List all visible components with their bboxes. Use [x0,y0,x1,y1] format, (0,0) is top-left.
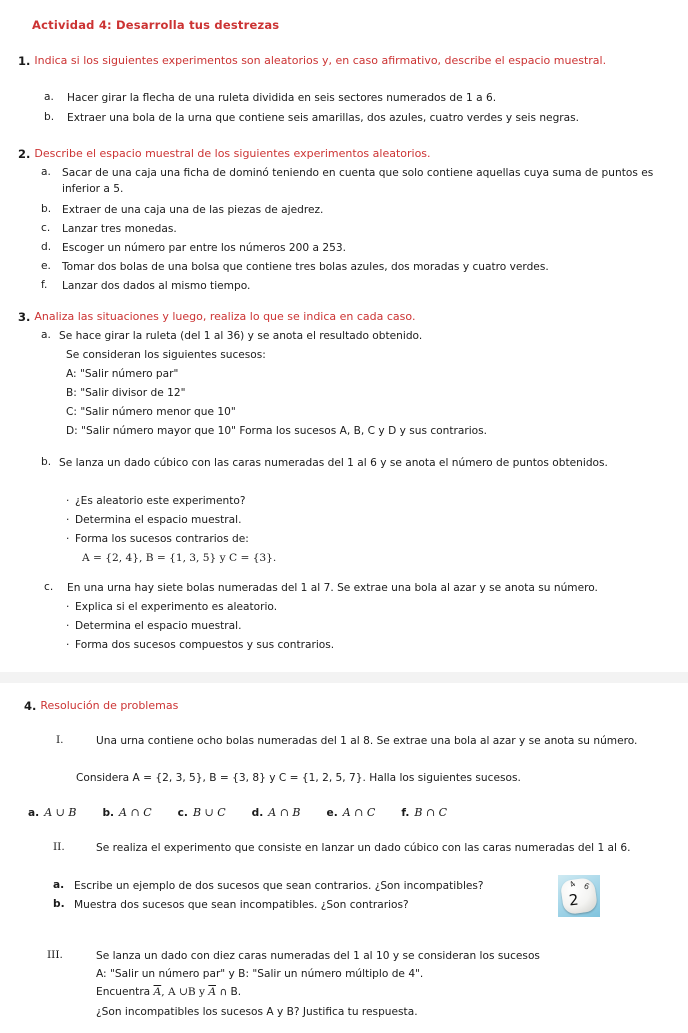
item-letter: a. [41,329,51,341]
section-3-item-b-sets: A = {2, 4}, B = {1, 3, 5} y C = {3}. [82,552,277,564]
problem-numeral-2: II. [53,841,65,853]
operation-label: b. [102,807,115,819]
section-2-item-b: Extraer de una caja una de las piezas de ajedrez. [62,204,324,216]
item-letter: b. [41,203,52,215]
item-letter: b. [44,111,55,123]
problem-1-operations-row [28,806,628,819]
section-3-item-c-bullet: · Determina el espacio muestral. [75,619,655,635]
section-3-item-c-text: En una urna hay siete bolas numeradas del 1 al 7. Se extrae una bola al azar y se anota su número. [67,582,598,594]
section-3-prompt-row [18,309,643,325]
operation-label: e. [326,807,338,819]
set-operation-e [327,806,376,819]
section-3-item-c-bullet: · Explica si el experimento es aleatorio. [75,600,655,616]
item-letter: f. [41,279,48,291]
operation-label: d. [251,807,264,819]
operation-label: c. [177,807,188,819]
section-2-number: 2. [18,147,31,161]
item-letter: a. [41,166,51,178]
problem-3-line-2: A: "Salir un número par" y B: "Salir un número múltiplo de 4". [96,968,424,980]
section-1-prompt: Indica si los siguientes experimentos son aleatorios y, en caso afirmativo, describe el espacio muestral. [34,54,607,67]
a-complement-1: $\overline{A}$ [153,986,162,998]
section-4-number: 4. [24,699,37,713]
dice-face-value: 2 [568,890,580,910]
problem-2-item-a: Escribe un ejemplo de dos sucesos que sean contrarios. ¿Son incompatibles? [74,880,484,892]
page-title: Actividad 4: Desarrolla tus destrezas [32,18,280,32]
section-3-item-c-bullet: · Forma dos sucesos compuestos y sus contrarios. [75,638,655,654]
item-letter: a. [53,879,65,891]
section-3-event-c: C: "Salir número menor que 10" [66,406,236,418]
item-letter: d. [41,241,52,253]
item-letter: a. [44,91,54,103]
section-2-item-d: Escoger un número par entre los números 200 a 253. [62,242,346,254]
item-letter: e. [41,260,51,272]
section-1-item-a: Hacer girar la flecha de una ruleta dividida en seis sectores numerados de 1 a 6. [67,92,497,104]
set-operation-f [401,806,447,819]
section-3-event-d: D: "Salir número mayor que 10" Forma los sucesos A, B, C y D y sus contrarios. [66,425,488,437]
set-operation-d [252,806,301,819]
section-3-item-a-intro: Se consideran los siguientes sucesos: [66,349,266,361]
operation-expression: A ∩ C [119,806,152,819]
section-3-event-a: A: "Salir número par" [66,368,179,380]
section-4-title-row [24,698,649,714]
section-2-item-e: Tomar dos bolas de una bolsa que contiene tres bolas azules, dos moradas y cuatro verdes. [62,261,549,273]
problem-3-line-4: ¿Son incompatibles los sucesos A y B? Justifica tu respuesta. [96,1006,418,1018]
problem-3-line-3-suffix: ∩ B. [216,986,242,998]
dice-body [560,877,598,915]
operation-expression: A ∩ C [342,806,376,819]
section-2-item-c: Lanzar tres monedas. [62,223,177,235]
section-3-item-b-bullet: · Determina el espacio muestral. [75,513,655,529]
section-1-number: 1. [18,54,31,68]
section-1-item-b: Extraer una bola de la urna que contiene seis amarillas, dos azules, cuatro verdes y seis negras. [67,112,580,124]
set-operation-b [102,806,151,819]
section-3-event-b: B: "Salir divisor de 12" [66,387,186,399]
operation-label: f. [401,807,410,819]
problem-2-statement: Se realiza el experimento que consiste en lanzar un dado cúbico con las caras numeradas del 1 al 6. [96,842,631,854]
operation-expression: B ∪ C [192,806,226,819]
section-separator-band [0,672,688,683]
a-complement-2: $\overline{A}$ [208,986,216,998]
section-4-title: Resolución de problemas [40,699,179,712]
section-3-item-a-text: Se hace girar la ruleta (del 1 al 36) y se anota el resultado obtenido. [59,330,423,342]
problem-3-line-3-mid: , A ∪B y [161,986,209,998]
operation-expression: A ∪ B [44,806,77,819]
section-3-number: 3. [18,310,31,324]
item-letter: b. [41,456,52,468]
section-3-prompt: Analiza las situaciones y luego, realiza lo que se indica en cada caso. [34,310,416,323]
dice-face-minor: 4 [567,879,578,890]
item-letter: b. [53,898,65,910]
section-2-item-a: Sacar de una caja una ficha de dominó teniendo en cuenta que solo contiene aquellas cuya suma de puntos es inferior a 5. [62,167,654,195]
operation-label: a. [28,807,40,819]
section-3-item-b-bullet: · ¿Es aleatorio este experimento? [75,494,655,510]
dice-face-minor: 6 [582,881,591,892]
section-1-prompt-row [18,53,643,69]
problem-3-line-3-prefix: Encuentra [96,986,154,998]
problem-2-item-b: Muestra dos sucesos que sean incompatibles. ¿Son contrarios? [74,899,409,911]
problem-1-statement: Una urna contiene ocho bolas numeradas del 1 al 8. Se extrae una bola al azar y se anota su número. [96,735,638,747]
problem-numeral-3: III. [47,949,63,961]
item-letter: c. [44,581,54,593]
item-letter: c. [41,222,51,234]
operation-expression: B ∩ C [414,806,448,819]
problem-numeral-1: I. [56,734,64,746]
problem-1-considera: Considera A = {2, 3, 5}, B = {3, 8} y C = {1, 2, 5, 7}. Halla los siguientes sucesos. [76,772,521,784]
problem-3-line-3 [96,985,656,1001]
dice-illustration [558,875,600,917]
operation-expression: A ∩ B [268,806,301,819]
set-operation-c [178,806,226,819]
section-2-prompt-row [18,146,643,162]
set-operation-a [28,806,76,819]
section-2-item-f: Lanzar dos dados al mismo tiempo. [62,280,251,292]
section-2-prompt: Describe el espacio muestral de los siguientes experimentos aleatorios. [34,147,431,160]
problem-3-line-1: Se lanza un dado con diez caras numeradas del 1 al 10 y se consideran los sucesos [96,950,540,962]
section-3-item-b-text: Se lanza un dado cúbico con las caras numeradas del 1 al 6 y se anota el número de puntos obtenidos. [59,457,608,469]
section-3-item-b-bullet: · Forma los sucesos contrarios de: [75,532,655,548]
